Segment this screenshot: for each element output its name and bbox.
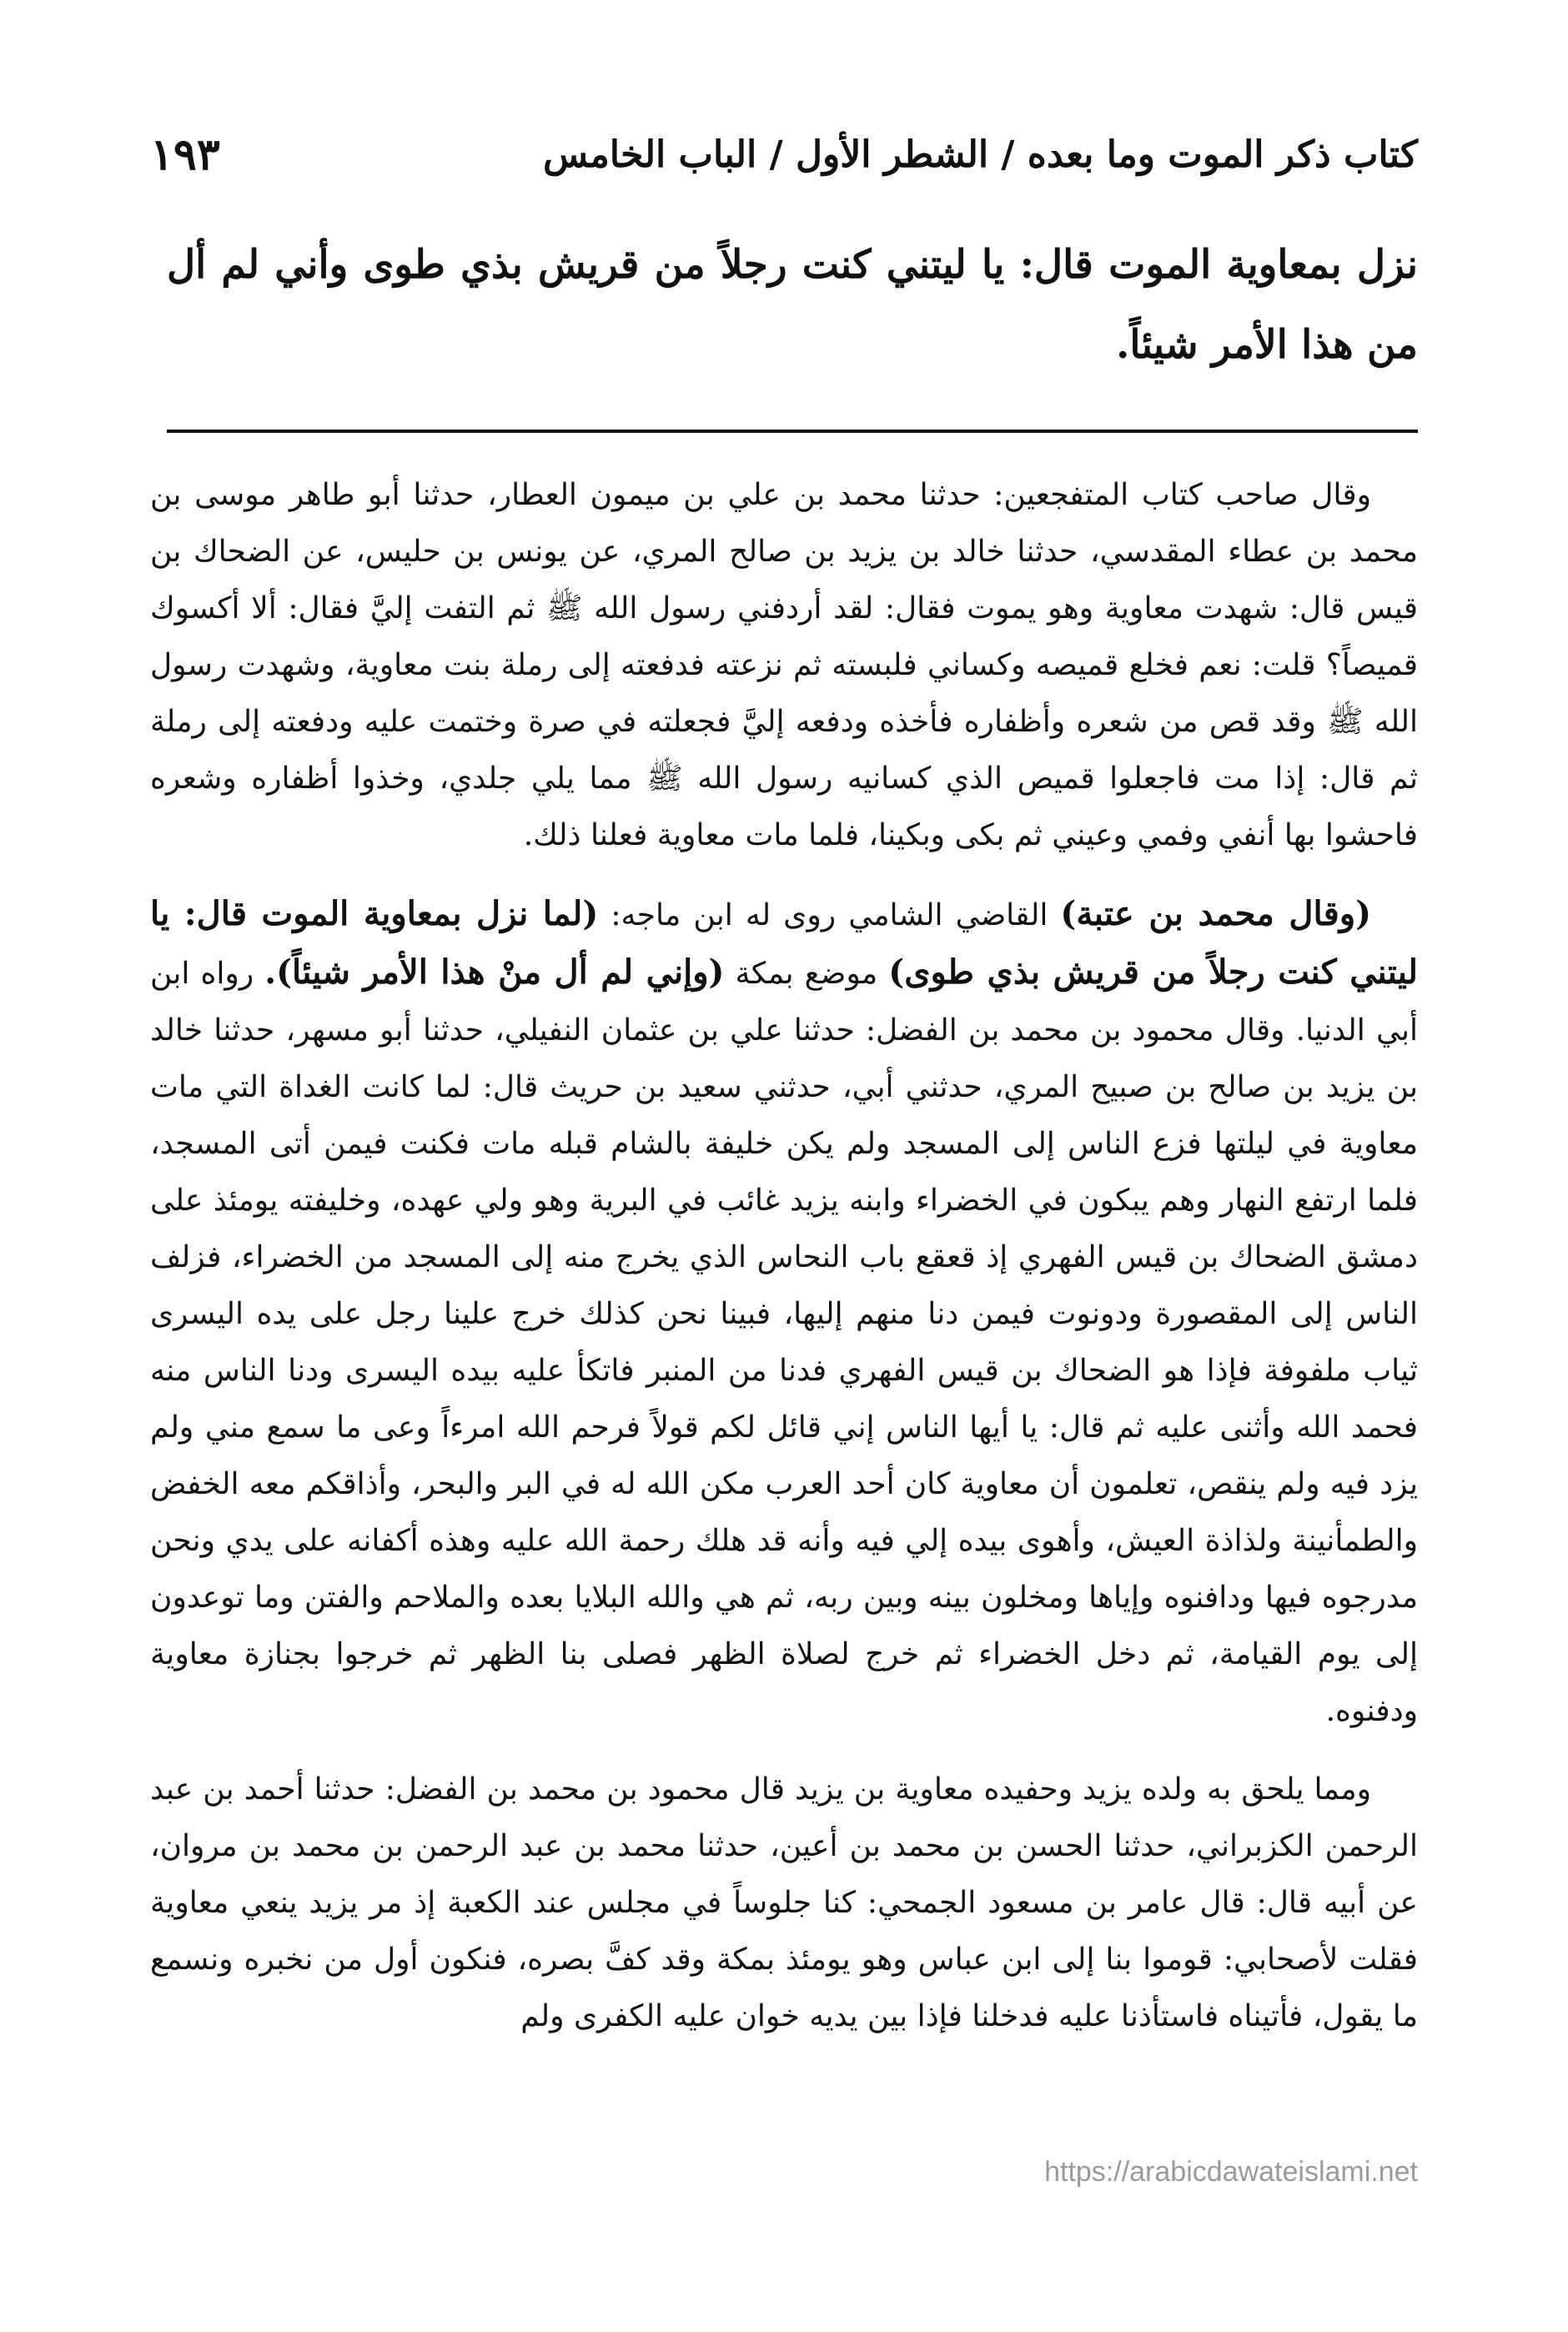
watermark-url: https://arabicdawateislami.net (1044, 2156, 1418, 2188)
quoted-phrase: (لما نزل بمعاوية الموت قال: يا ليتني كنت رجلاً من قريش بذي طوى) (150, 894, 1418, 992)
quoted-phrase: (وقال محمد بن عتبة) (1060, 894, 1372, 933)
page-number: ١٩٣ (150, 128, 220, 180)
explanation-text: موضع بمكة (735, 957, 878, 991)
separator-rule (167, 430, 1418, 433)
commentary-paragraph-3: ومما يلحق به ولده يزيد وحفيده معاوية بن يزيد قال محمود بن محمد بن الفضل: حدثنا أحمد بن عبد الرحمن الكزبراني، حدثنا الحسن بن محمد بن أعين، حدثنا محمد بن عبد الرحمن بن محمد بن مروان، عن أبيه قال: قال عامر بن مسعود الجمحي: كنا جلوساً في مجلس عند الكعبة إذ مر يزيد ينعي معاوية فقلت لأصحابي: قوموا بنا إلى ابن عباس وهو يومئذ بمكة وقد كفَّ بصره، فنكون أول من نخبره ونسمع ما يقول، فأتيناه فاستأذنا عليه فدخلنا فإذا بين يديه خوان عليه الكفرى ولم (150, 1772, 1418, 2033)
commentary-paragraph-1: وقال صاحب كتاب المتفجعين: حدثنا محمد بن علي بن ميمون العطار، حدثنا أبو طاهر موسى بن محمد بن عطاء المقدسي، حدثنا خالد بن يزيد بن صالح المري، عن يونس بن حليس، عن الضحاك بن قيس قال: شهدت معاوية وهو يموت فقال: لقد أردفني رسول الله ﷺ ثم التفت إليَّ فقال: ألا أكسوك قميصاً؟ قلت: نعم فخلع قميصه وكساني فلبسته ثم نزعته فدفعته إلى رملة بنت معاوية، وشهدت رسول الله ﷺ وقد قص من شعره وأظفاره فأخذه ودفعه إليَّ فجعلته في صرة وختمت عليه ودفعته إلى رملة ثم قال: إذا مت فاجعلوا قميص الذي كسانيه رسول الله ﷺ مما يلي جلدي، وخذوا أظفاره وشعره فاحشوا بها أنفي وفمي وعيني ثم بكى وبكينا، فلما مات معاوية فعلنا ذلك. (150, 478, 1418, 852)
quoted-phrase: (وإني لم أل منْ هذا الأمر شيئاً). (264, 952, 725, 992)
hadith-text: نزل بمعاوية الموت قال: يا ليتني كنت رجلاً من قريش بذي طوى وأني لم أل من هذا الأمر شيئاً. (167, 242, 1418, 368)
explanation-text: رواه ابن أبي الدنيا. وقال محمود بن محمد بن الفضل: حدثنا علي بن عثمان النفيلي، حدثنا أبو مسهر، حدثنا خالد بن يزيد بن صالح بن صبيح المري، حدثني أبي، حدثني سعيد بن حريث قال: لما كانت الغداة التي مات معاوية في ليلتها فزع الناس إلى المسجد ولم يكن خليفة بالشام قبله مات فكنت فيمن أتى المسجد، فلما ارتفع النهار وهم يبكون في الخضراء وابنه يزيد غائب في البرية وهو ولي عهده، وخليفته يومئذ على دمشق الضحاك بن قيس الفهري إذ قعقع باب النحاس الذي يخرج منه إلى المسجد من الخضراء، فزلف الناس إلى المقصورة ودونوت فيمن دنا منهم إليها، فبينا نحن كذلك خرج علينا رجل على يده اليسرى ثياب ملفوفة فإذا هو الضحاك بن قيس الفهري فدنا من المنبر فاتكأ عليه بيده اليسرى ودنا الناس منه فحمد الله وأثنى عليه ثم قال: يا أيها الناس إني قائل لكم قولاً فرحم الله امرءاً وعى ما سمع مني ولم يزد فيه ولم ينقص، تعلمون أن معاوية كان أحد العرب مكن الله له في البر والبحر، وأذاقكم معه الخفض والطمأنينة ولذاذة العيش، وأهوى بيده إلي فيه وأنه قد هلك رحمة الله عليه وهذه أكفانه على يدي ونحن مدرجوه فيها ودافنوه وإياها ومخلون بينه وبين ربه، ثم هي والله البلايا بعده والملاحم والفتن وما توعدون إلى يوم القيامة، ثم دخل الخضراء ثم خرج لصلاة الظهر فصلى بنا الظهر ثم خرجوا بجنازة معاوية ودفنوه. (150, 957, 1418, 1728)
running-title: كتاب ذكر الموت وما بعده / الشطر الأول / الباب الخامس (543, 133, 1418, 176)
page-header (150, 117, 1418, 192)
explanation-text: القاضي الشامي روى له ابن ماجه: (611, 898, 1048, 932)
commentary-paragraph-2 (150, 886, 1418, 1740)
commentary (150, 467, 1418, 2067)
